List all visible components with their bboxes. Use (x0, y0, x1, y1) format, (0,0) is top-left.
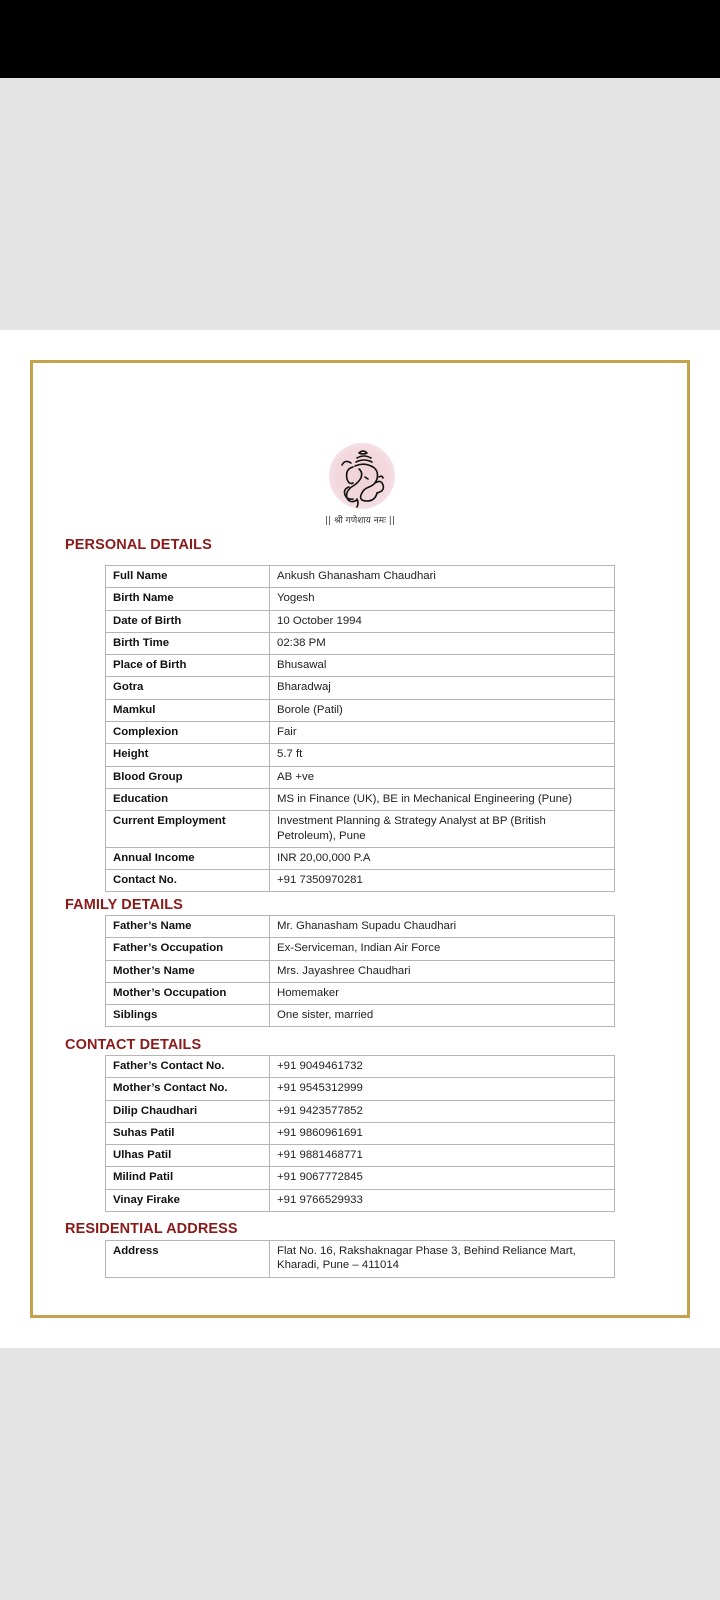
table-row (106, 610, 615, 632)
row-value: Ankush Ghanasham Chaudhari (270, 566, 615, 588)
table-row (106, 632, 615, 654)
section-heading-contact: CONTACT DETAILS (65, 1037, 202, 1053)
row-label: Full Name (106, 566, 270, 588)
table-row (106, 588, 615, 610)
row-value: Investment Planning & Strategy Analyst at BP (British Petroleum), Pune (270, 811, 615, 848)
row-value: Ex-Serviceman, Indian Air Force (270, 938, 615, 960)
row-label: Mother’s Occupation (106, 982, 270, 1004)
table-row (106, 870, 615, 892)
table-row (106, 1056, 615, 1078)
personal-details-table (105, 565, 615, 892)
table-row (106, 722, 615, 744)
row-label: Birth Time (106, 632, 270, 654)
invocation-text: || श्री गणेशाय नमः || (325, 516, 395, 526)
row-label: Annual Income (106, 847, 270, 869)
ganesha-emblem (329, 443, 395, 509)
row-value: Mr. Ghanasham Supadu Chaudhari (270, 916, 615, 938)
section-heading-family: FAMILY DETAILS (65, 897, 183, 913)
table-row (106, 1122, 615, 1144)
row-value: AB +ve (270, 766, 615, 788)
contact-details-table (105, 1055, 615, 1212)
row-label: Address (106, 1241, 270, 1278)
status-bar (0, 0, 720, 78)
row-value: +91 9766529933 (270, 1189, 615, 1211)
row-label: Place of Birth (106, 655, 270, 677)
section-heading-residential: RESIDENTIAL ADDRESS (65, 1221, 238, 1237)
table-row (106, 744, 615, 766)
row-label: Siblings (106, 1005, 270, 1027)
row-label: Suhas Patil (106, 1122, 270, 1144)
row-value: Borole (Patil) (270, 699, 615, 721)
row-value: +91 9545312999 (270, 1078, 615, 1100)
row-label: Mother’s Contact No. (106, 1078, 270, 1100)
row-label: Dilip Chaudhari (106, 1100, 270, 1122)
row-value: +91 9049461732 (270, 1056, 615, 1078)
table-row (106, 655, 615, 677)
residential-address-table (105, 1240, 615, 1278)
family-details-table (105, 915, 615, 1027)
row-value: MS in Finance (UK), BE in Mechanical Engineering (Pune) (270, 788, 615, 810)
table-row (106, 1100, 615, 1122)
row-label: Contact No. (106, 870, 270, 892)
table-row (106, 699, 615, 721)
table-row (106, 1005, 615, 1027)
row-label: Education (106, 788, 270, 810)
section-heading-personal: PERSONAL DETAILS (65, 537, 212, 553)
table-row (106, 1241, 615, 1278)
table-row (106, 1189, 615, 1211)
row-value: Homemaker (270, 982, 615, 1004)
row-value: 02:38 PM (270, 632, 615, 654)
table-row (106, 1145, 615, 1167)
row-value: 5.7 ft (270, 744, 615, 766)
biodata-page (0, 330, 720, 1348)
row-value: One sister, married (270, 1005, 615, 1027)
row-label: Ulhas Patil (106, 1145, 270, 1167)
row-label: Blood Group (106, 766, 270, 788)
table-row (106, 938, 615, 960)
row-value: +91 9860961691 (270, 1122, 615, 1144)
row-value: 10 October 1994 (270, 610, 615, 632)
table-row (106, 677, 615, 699)
row-value: Yogesh (270, 588, 615, 610)
table-row (106, 982, 615, 1004)
row-label: Father’s Name (106, 916, 270, 938)
row-label: Current Employment (106, 811, 270, 848)
row-label: Complexion (106, 722, 270, 744)
row-value: Bhusawal (270, 655, 615, 677)
row-value: Mrs. Jayashree Chaudhari (270, 960, 615, 982)
row-label: Father’s Contact No. (106, 1056, 270, 1078)
table-row (106, 960, 615, 982)
table-row (106, 1167, 615, 1189)
table-row (106, 766, 615, 788)
row-value: Flat No. 16, Rakshaknagar Phase 3, Behind Reliance Mart, Kharadi, Pune – 411014 (270, 1241, 615, 1278)
row-label: Vinay Firake (106, 1189, 270, 1211)
row-value: Bharadwaj (270, 677, 615, 699)
row-value: +91 7350970281 (270, 870, 615, 892)
table-row (106, 811, 615, 848)
row-value: +91 9423577852 (270, 1100, 615, 1122)
row-value: Fair (270, 722, 615, 744)
ganesha-icon (329, 443, 395, 509)
row-label: Height (106, 744, 270, 766)
row-label: Mamkul (106, 699, 270, 721)
row-value: +91 9881468771 (270, 1145, 615, 1167)
row-value: +91 9067772845 (270, 1167, 615, 1189)
table-row (106, 1078, 615, 1100)
viewer-background-bottom (0, 1348, 720, 1600)
table-row (106, 916, 615, 938)
row-label: Birth Name (106, 588, 270, 610)
row-label: Date of Birth (106, 610, 270, 632)
row-label: Mother’s Name (106, 960, 270, 982)
row-value: INR 20,00,000 P.A (270, 847, 615, 869)
row-label: Gotra (106, 677, 270, 699)
table-row (106, 847, 615, 869)
table-row (106, 788, 615, 810)
viewer-background-top (0, 78, 720, 330)
row-label: Father’s Occupation (106, 938, 270, 960)
table-row (106, 566, 615, 588)
row-label: Milind Patil (106, 1167, 270, 1189)
